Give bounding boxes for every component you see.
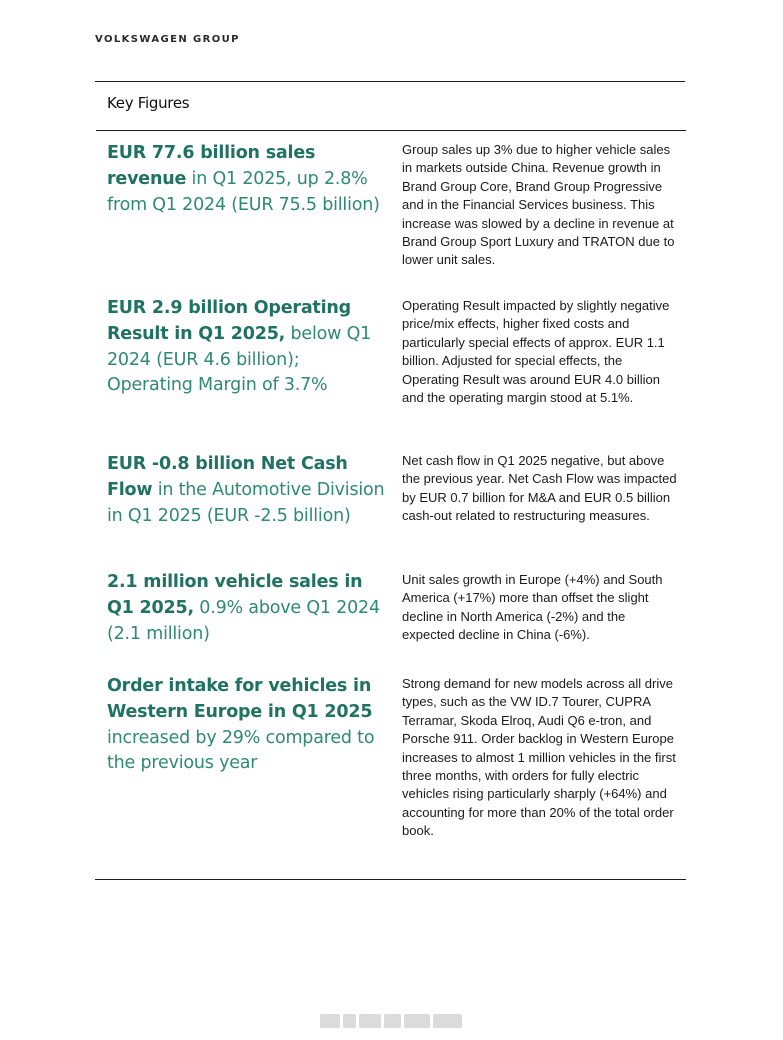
key-figure-revenue	[107, 141, 387, 218]
key-figure-net-cash-flow	[107, 452, 387, 529]
key-figure-detail: 0.9% above Q1 2024 (2.1 million)	[107, 597, 380, 644]
header-divider	[96, 130, 686, 131]
key-figure-detail: in Q1 2025, up 2.8% from Q1 2024 (EUR 75.5 billion)	[107, 168, 380, 215]
key-figure-vehicle-sales	[107, 570, 387, 647]
key-figure-operating-result	[107, 296, 387, 399]
key-figure-headline: Order intake for vehicles in Western Europe in Q1 2025	[107, 676, 373, 722]
key-figure-description-vehicle-sales: Unit sales growth in Europe (+4%) and South America (+17%) more than offset the slight decline in North America (-2%) and the expected decline in China (-6%).	[402, 572, 663, 643]
key-figure-headline: 2.1 million vehicle sales in Q1 2025,	[107, 572, 363, 618]
key-figure-description-net-cash-flow: Net cash flow in Q1 2025 negative, but above the previous year. Net Cash Flow was impacted by EUR 0.7 billion for M&A and EUR 0.5 billion cash-out related to restructuring measures.	[402, 453, 677, 524]
top-divider	[95, 81, 685, 82]
key-figure-detail: increased by 29% compared to the previous year	[107, 727, 375, 774]
key-figure-detail: below Q1 2024 (EUR 4.6 billion); Operating Margin of 3.7%	[107, 323, 372, 396]
section-title: Key Figures	[107, 94, 190, 112]
key-figure-description-operating-result: Operating Result impacted by slightly negative price/mix effects, higher fixed costs and particularly special effects of approx. EUR 1.1 billion. Adjusted for special effects, the Operating Result was around EUR 4.0 billion and the operating margin stood at 5.1%.	[402, 298, 670, 406]
bottom-divider	[95, 879, 686, 880]
key-figure-headline: EUR -0.8 billion Net Cash Flow	[107, 454, 348, 500]
key-figure-headline: EUR 2.9 billion Operating Result in Q1 2025,	[107, 298, 351, 344]
watermark-logo	[320, 1011, 462, 1031]
key-figure-description-order-intake: Strong demand for new models across all drive types, such as the VW ID.7 Tourer, CUPRA Terramar, Skoda Elroq, Audi Q6 e-tron, and Porsche 911. Order backlog in Western Europe increases to almost 1 million vehicles in the first three months, with orders for fully electric vehicles rising particularly sharply (+64%) and accounting for more than 20% of the total order book.	[402, 676, 676, 839]
key-figure-order-intake	[107, 674, 387, 777]
key-figure-description-revenue: Group sales up 3% due to higher vehicle sales in markets outside China. Revenue growth in Brand Group Core, Brand Group Progressive and in the Financial Services business. This increase was slowed by a decline in revenue at Brand Group Sport Luxury and TRATON due to lower unit sales.	[402, 142, 675, 268]
key-figure-headline: EUR 77.6 billion sales revenue	[107, 143, 316, 189]
key-figure-detail: in the Automotive Division in Q1 2025 (EUR -2.5 billion)	[107, 479, 385, 526]
brand-wordmark: VOLKSWAGEN GROUP	[95, 34, 240, 45]
